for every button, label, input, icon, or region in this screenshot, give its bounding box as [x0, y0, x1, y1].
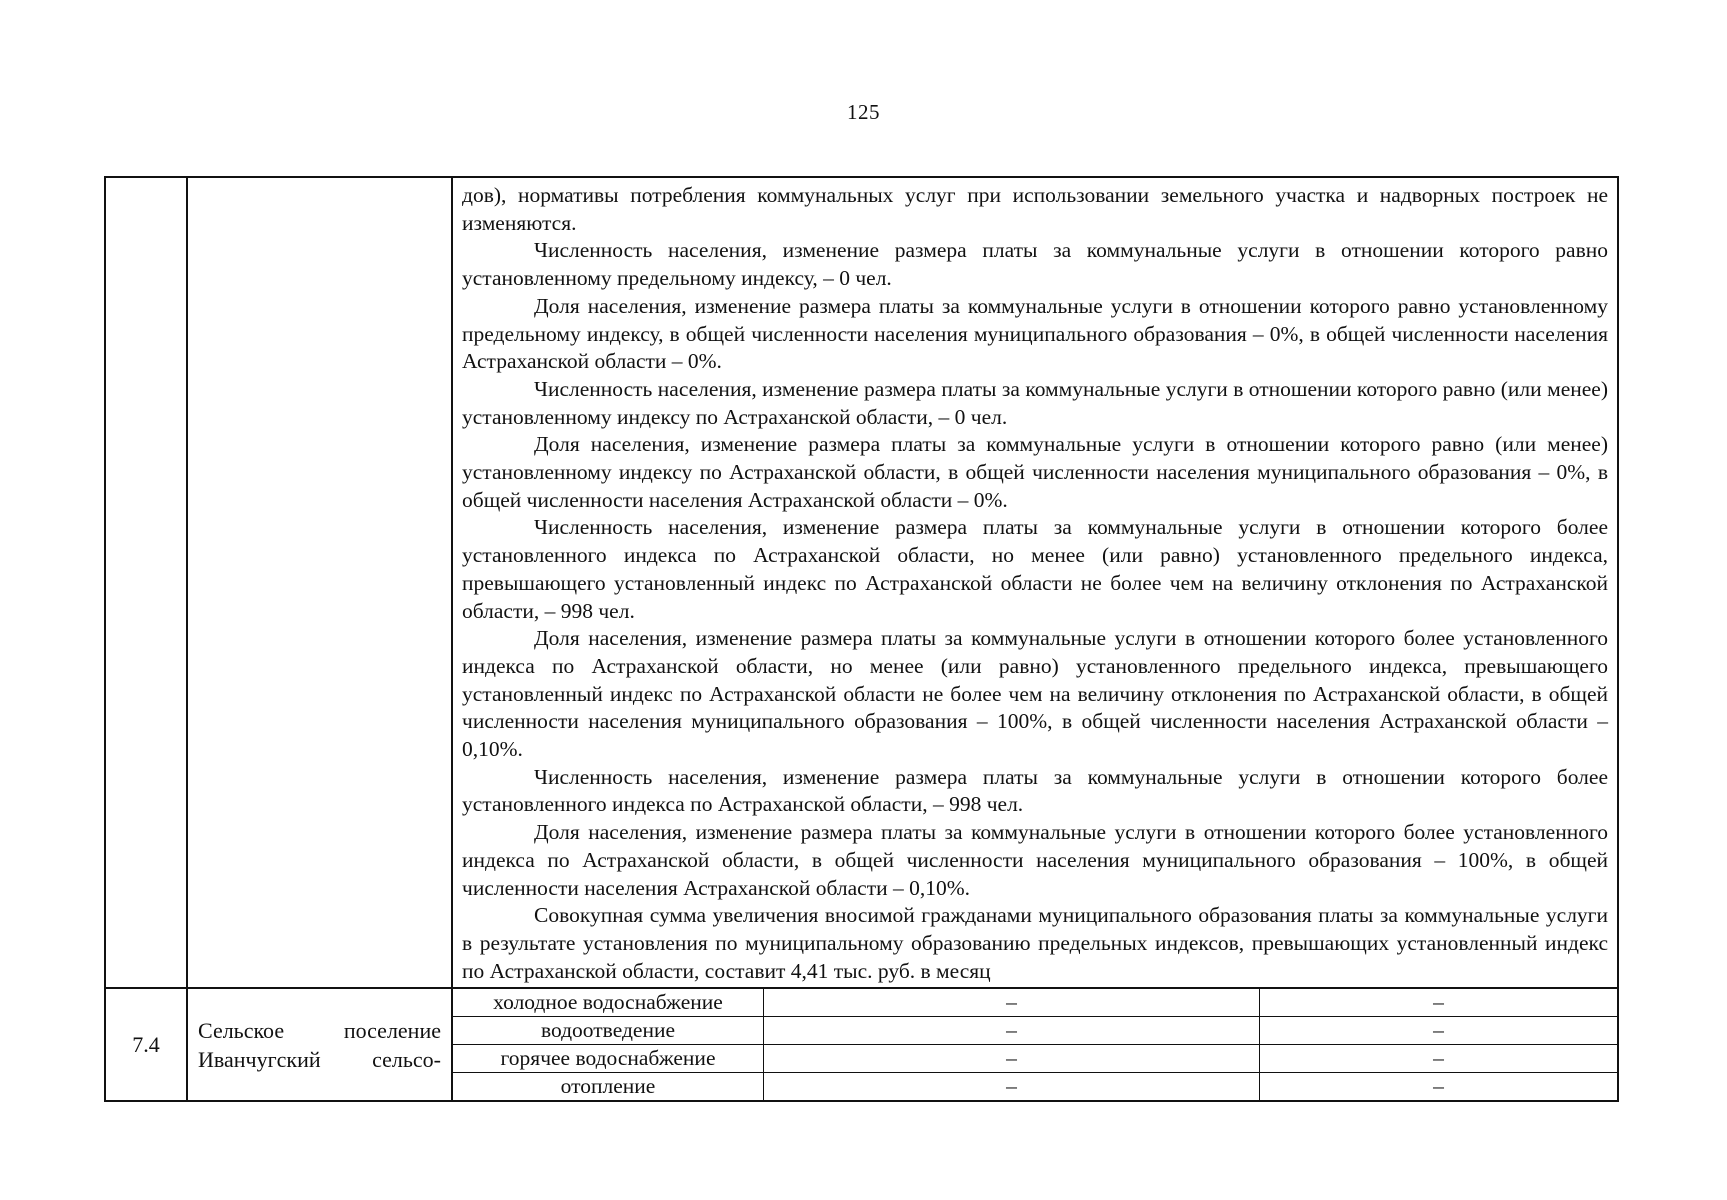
service-name: горячее водоснабжение: [453, 1045, 764, 1073]
paragraph: Доля населения, изменение размера платы за коммунальные услуги в отношении которого равно (или менее) установленному индексу по Астраханской области, в общей численности населения муниципального образования – 0%, в общей численности населения Астраханской области – 0%.: [462, 432, 1608, 512]
table-row-7-4: [105, 988, 1618, 1101]
settlement-name: [187, 988, 452, 1101]
service-value: –: [764, 1073, 1260, 1101]
paragraph: Совокупная сумма увеличения вносимой гражданами муниципального образования платы за коммунальные услуги в результате установления по муниципальному образованию предельных индексов, превышающих установленный индекс по Астраханской области, составит 4,41 тыс. руб. в месяц: [462, 903, 1608, 983]
settlement-name-line: Иванчугский сельсо-: [198, 1046, 441, 1072]
paragraph: Доля населения, изменение размера платы за коммунальные услуги в отношении которого более установленного индекса по Астраханской области, но менее (или равно) установленного предельного индекса, превышающего установленный индекс по Астраханской области не более чем на величину отклонения по Астраханской области, в общей численности населения муниципального образования – 100%, в общей численности населения Астраханской области – 0,10%.: [462, 626, 1608, 762]
paragraph: Численность населения, изменение размера платы за коммунальные услуги в отношении которого более установленного индекса по Астраханской области, – 998 чел.: [462, 764, 1608, 817]
service-value: –: [1260, 1045, 1618, 1073]
continuation-row: [105, 177, 1618, 988]
paragraph: Численность населения, изменение размера платы за коммунальные услуги в отношении которого равно установленному предельному индексу, – 0 чел.: [462, 238, 1608, 291]
service-value: –: [1260, 1073, 1618, 1101]
service-value: –: [764, 1017, 1260, 1045]
service-value: –: [764, 989, 1260, 1017]
paragraph: Доля населения, изменение размера платы за коммунальные услуги в отношении которого равно установленному предельному индексу, в общей численности населения муниципального образования – 0%, в общей численности населения Астраханской области – 0%.: [462, 293, 1608, 374]
service-name: водоотведение: [453, 1017, 764, 1045]
service-value: –: [1260, 1017, 1618, 1045]
row-number: 7.4: [105, 988, 187, 1101]
services-table: [453, 989, 1617, 1100]
service-name: холодное водоснабжение: [453, 989, 764, 1017]
paragraph: Численность населения, изменение размера платы за коммунальные услуги в отношении которого более установленного индекса по Астраханской области, но менее (или равно) установленного предельного индекса, превышающего установленный индекс по Астраханской области не более чем на величину отклонения по Астраханской области, – 998 чел.: [462, 515, 1608, 623]
paragraph: Доля населения, изменение размера платы за коммунальные услуги в отношении которого более установленного индекса по Астраханской области, в общей численности населения муниципального образования – 100%, в общей численности населения Астраханской области – 0,10%.: [462, 820, 1608, 900]
table-row: [453, 1045, 1617, 1073]
tariff-table: [104, 176, 1619, 1102]
service-name: отопление: [453, 1073, 764, 1101]
service-value: –: [764, 1045, 1260, 1073]
settlement-name-line: Сельское поселение: [198, 1017, 441, 1043]
service-value: –: [1260, 989, 1618, 1017]
number-cell-empty: [105, 177, 187, 988]
services-cell: [452, 988, 1618, 1101]
page-number: 125: [847, 100, 880, 124]
description-cell: [452, 177, 1618, 988]
table-row: [453, 1017, 1617, 1045]
paragraph: Численность населения, изменение размера платы за коммунальные услуги в отношении которого равно (или менее) установленному индексу по Астраханской области, – 0 чел.: [462, 376, 1608, 429]
name-cell-empty: [187, 177, 452, 988]
table-row: [453, 989, 1617, 1017]
table-row: [453, 1073, 1617, 1101]
paragraph: дов), нормативы потребления коммунальных услуг при использовании земельного участка и надворных построек не изменяются.: [462, 183, 1608, 235]
